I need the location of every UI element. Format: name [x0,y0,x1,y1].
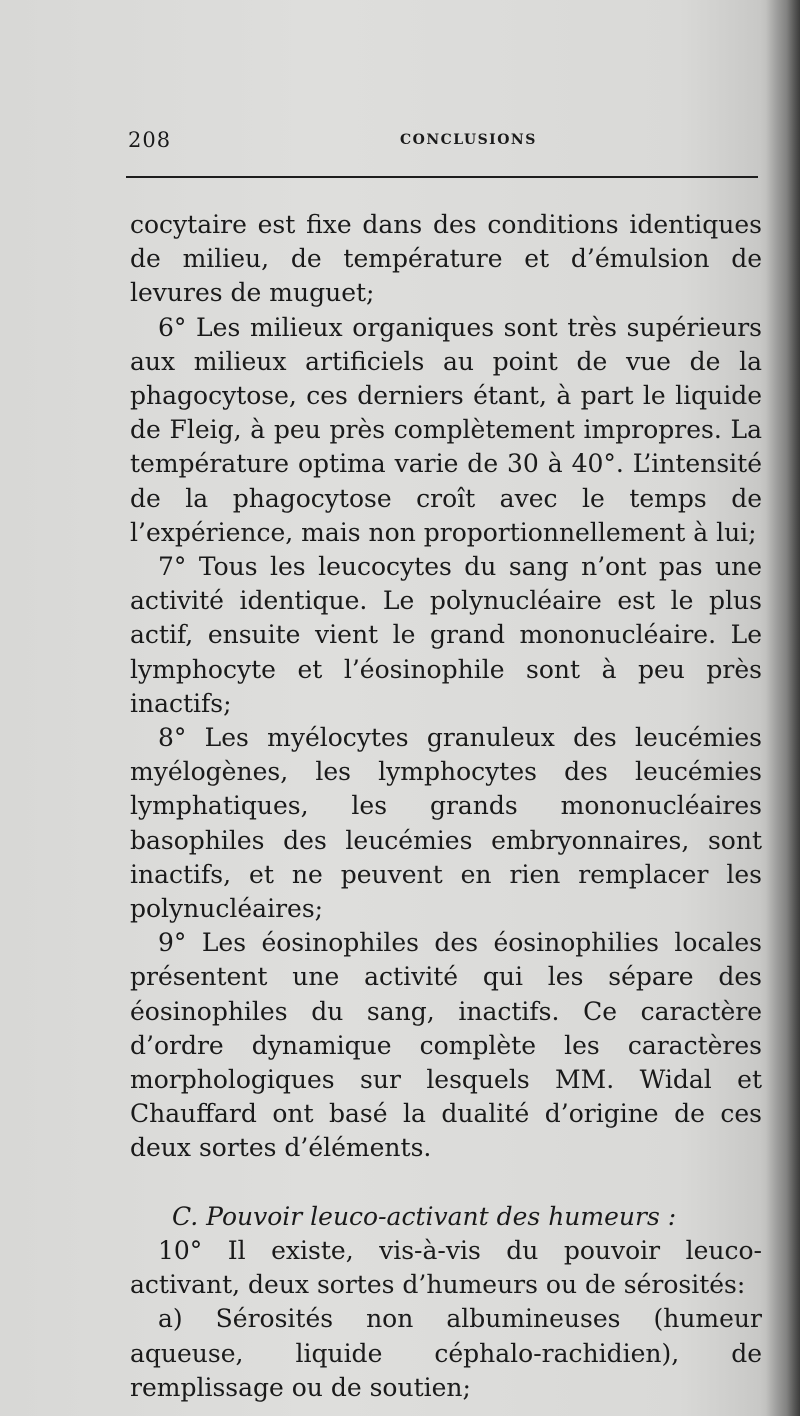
paragraph-item-a: a) Sérosités non albumineuses (humeur aqueuse, liquide céphalo-rachidien), de remplissage ou de soutien; [130,1304,762,1402]
paragraph-continuation: cocytaire est fixe dans des conditions identiques de milieu, de température et d’émulsion de levures de muguet; [130,210,762,308]
paragraph-item-8: 8° Les myélocytes granuleux des leucémies myélogènes, les lymphocytes des leucémies lymphatiques, les grands mononucléaires basophiles des leucémies embryonnaires, sont inactifs, et ne peuvent en rien remplacer les polynucléaires; [130,723,762,924]
paragraph-item-9: 9° Les éosinophiles des éosinophilies locales présentent une activité qui les sépare des éosinophiles du sang, inactifs. Ce caractère d’ordre dynamique complète les caractères morphologiques sur lesquels MM. Widal et Chauffard ont basé la dualité d’origine de ces deux sortes d’éléments. [130,928,762,1163]
section-heading-c [130,1200,762,1234]
section-heading-c-text: C. Pouvoir leuco-activant des humeurs : [172,1201,677,1231]
page-gutter-shadow [766,0,800,1416]
body-text [130,208,762,1405]
paragraph-item-6: 6° Les milieux organiques sont très supérieurs aux milieux artificiels au point de vue de la phagocytose, ces derniers étant, à part le liquide de Fleig, à peu près complètement impropres. La température optima varie de 30 à 40°. L’intensité de la phagocytose croît avec le temps de l’expérience, mais non proportionnellement à lui; [130,312,762,547]
paragraph-item-7: 7° Tous les leucocytes du sang n’ont pas une activité identique. Le polynucléaire est le plus actif, ensuite vient le grand mononucléaire. Le lymphocyte et l’éosinophile sont à peu près inactifs; [130,552,762,718]
header-rule [126,176,758,178]
running-head [128,128,758,160]
running-title: CONCLUSIONS [400,132,537,148]
paragraph-item-10: 10° Il existe, vis-à-vis du pouvoir leuco-activant, deux sortes d’humeurs ou de sérosités: [130,1235,762,1300]
page-number: 208 [128,128,172,152]
